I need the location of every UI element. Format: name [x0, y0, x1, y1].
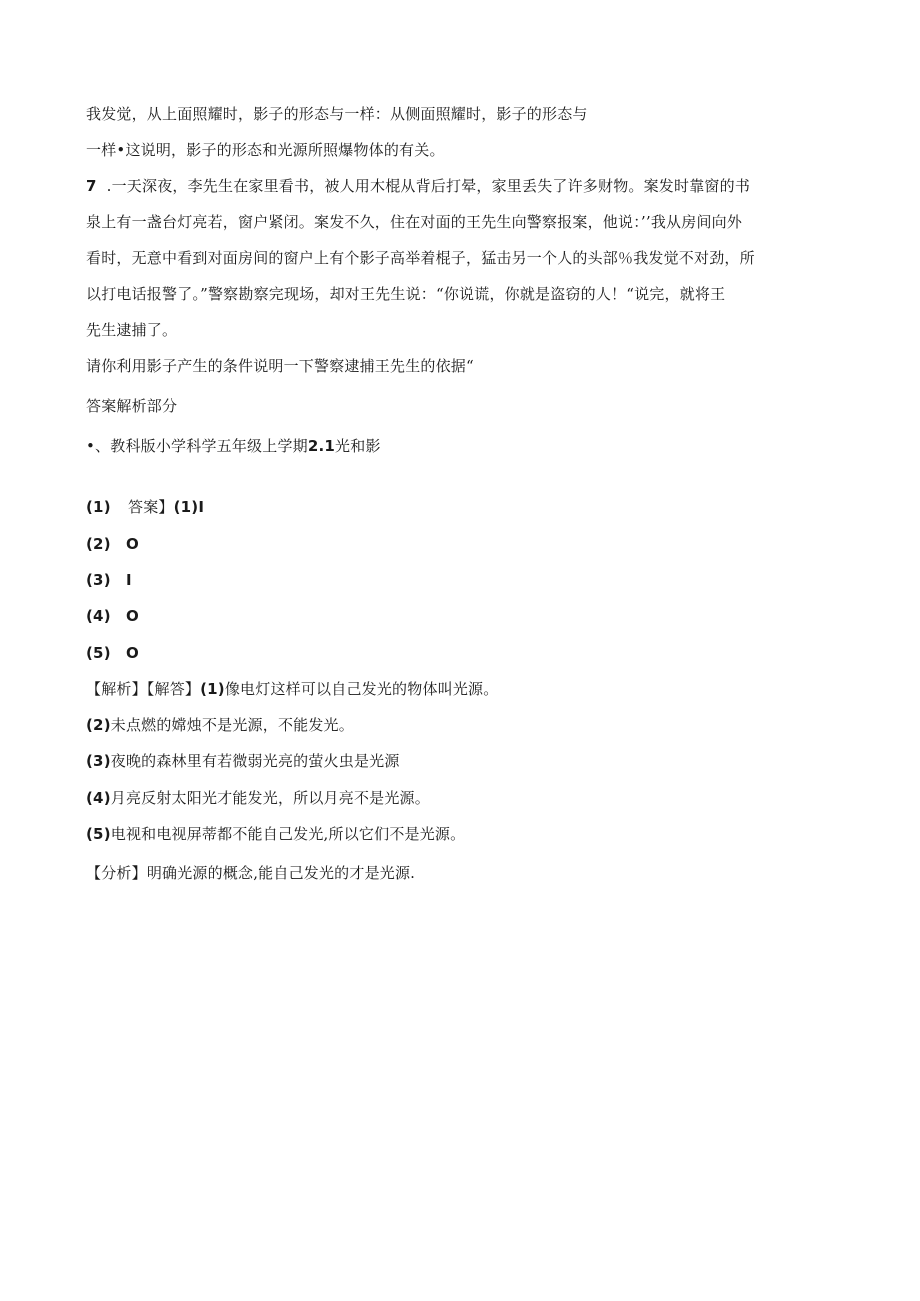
answer-item-4 — [86, 606, 139, 626]
answer-value: O — [126, 535, 139, 553]
analysis-line-4 — [86, 788, 430, 808]
question-7-line-1 — [86, 176, 750, 196]
answer-number: (5) — [86, 644, 111, 662]
answer-item-3 — [86, 570, 132, 590]
analysis-number: (4) — [86, 789, 111, 807]
subtitle-number: 2.1 — [307, 437, 336, 455]
subtitle-suffix: 光和影 — [335, 437, 381, 455]
answer-value: O — [126, 644, 139, 662]
subtitle-prefix: •、教科版小学科学五年级上学期 — [86, 437, 308, 455]
answer-item-2 — [86, 534, 139, 554]
analysis-text: 夜晚的森林里有若微弱光亮的萤火虫是光源 — [110, 752, 400, 770]
answer-value: I — [126, 571, 132, 589]
fenxi-line — [86, 863, 415, 883]
fenxi-text: 明确光源的概念,能自己发光的才是光源. — [146, 864, 416, 882]
answer-number: (2) — [86, 535, 111, 553]
answer-section-title: 答案解析部分 — [86, 397, 178, 415]
question-7-line-2: 泉上有一盏台灯亮若，窗户紧闭。案发不久，住在对面的王先生向警察报案，他说：’’我从房间向外 — [86, 213, 743, 231]
answer-item-5 — [86, 643, 139, 663]
question-text: .一天深夜，李先生在家里看书，被人用木棍从背后打晕，家里丢失了许多财物。案发时靠窗的书 — [106, 177, 751, 195]
analysis-line-5 — [86, 824, 465, 844]
answer-value: (1)I — [173, 498, 205, 516]
analysis-line-3 — [86, 751, 400, 771]
question-7-line-4: 以打电话报警了。”警察勘察完现场，却对王先生说：“你说谎，你就是盗窃的人！“说完，就将王 — [86, 285, 726, 303]
answer-label: 答案】 — [128, 498, 174, 516]
intro-line-1: 我发觉，从上面照耀时，影子的形态与一样：从侧面照耀时，影子的形态与 — [86, 105, 588, 123]
analysis-line-1 — [86, 679, 498, 699]
analysis-number: (3) — [86, 752, 111, 770]
question-7-line-5: 先生逮捕了。 — [86, 321, 178, 339]
question-7-line-3: 看时，无意中看到对面房间的窗户上有个影子高举着棍子，猛击另一个人的头部％我发觉不对劲，所 — [86, 249, 755, 267]
intro-line-2: 一样•这说明，影子的形态和光源所照爆物体的有关。 — [86, 141, 445, 159]
answer-value: O — [126, 607, 139, 625]
analysis-text: 电视和电视屏蒂都不能自己发光,所以它们不是光源。 — [110, 825, 466, 843]
answer-number: (1) — [86, 498, 111, 516]
answer-number: (4) — [86, 607, 111, 625]
analysis-line-2 — [86, 715, 354, 735]
analysis-text: 月亮反射太阳光才能发光，所以月亮不是光源。 — [110, 789, 430, 807]
answer-number: (3) — [86, 571, 111, 589]
fenxi-label: 【分析】 — [86, 864, 147, 882]
analysis-lead: 【解析】【解答】 — [86, 680, 201, 698]
analysis-number: (1) — [200, 680, 225, 698]
question-7-prompt: 请你利用影子产生的条件说明一下警察逮捕王先生的依据“ — [86, 357, 474, 375]
analysis-text: 未点燃的嫦烛不是光源，不能发光。 — [110, 716, 354, 734]
answer-subtitle — [86, 436, 381, 456]
question-number: 7 — [86, 177, 97, 195]
analysis-number: (2) — [86, 716, 111, 734]
analysis-number: (5) — [86, 825, 111, 843]
analysis-text: 像电灯这样可以自己发光的物体叫光源。 — [224, 680, 499, 698]
answer-item-1 — [86, 497, 204, 517]
